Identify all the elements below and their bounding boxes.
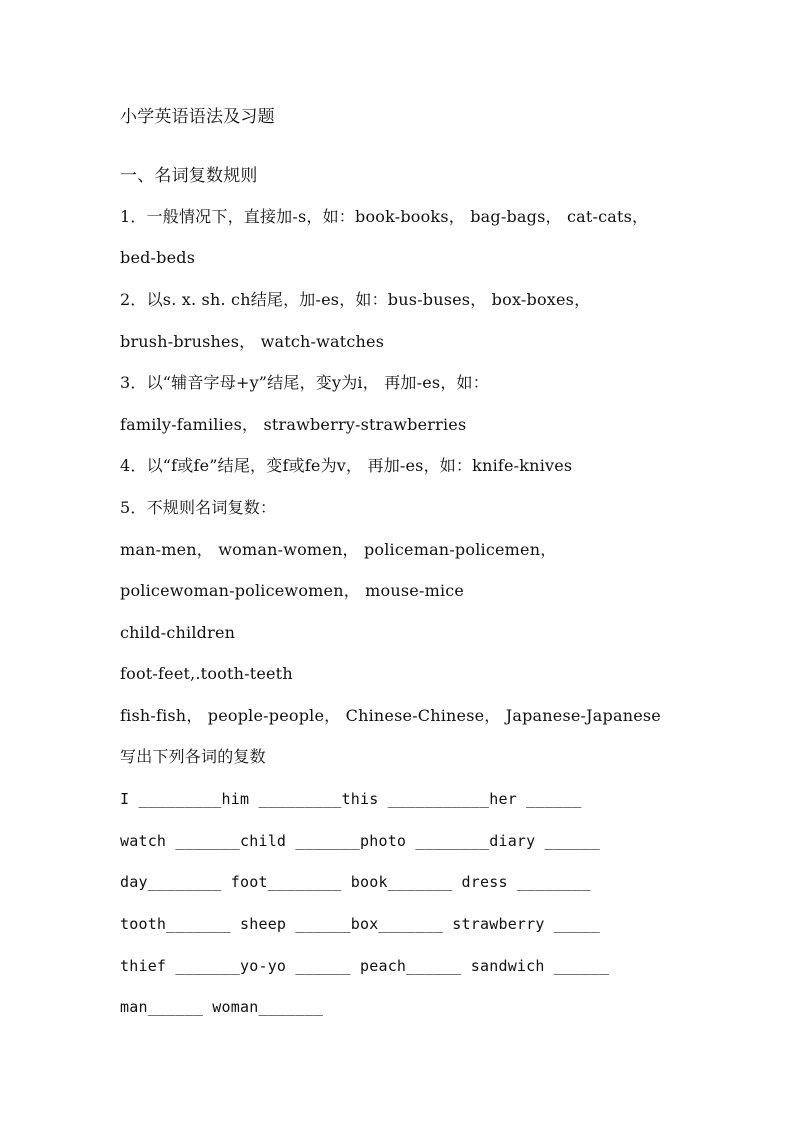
rule-line: child-children	[120, 623, 236, 642]
rule-line: 2．以s. x. sh. ch结尾，加-es，如：bus-buses， box-boxes，	[120, 290, 591, 309]
rule-line: family-families， strawberry-strawberries	[120, 415, 467, 434]
rule-line: bed-beds	[120, 248, 196, 267]
rule-line: brush-brushes， watch-watches	[120, 332, 385, 351]
exercise-line: watch _______child _______photo ________diary ______	[120, 832, 600, 850]
rule-line: fish-fish， people-people， Chinese-Chinese， Japanese-Japanese	[120, 706, 661, 725]
exercise-line: day________ foot________ book_______ dress ________	[120, 873, 591, 891]
rule-line: 5．不规则名词复数：	[120, 498, 277, 517]
exercise-line: I _________him _________this ___________her ______	[120, 790, 582, 808]
exercise-line: man______ woman_______	[120, 998, 324, 1016]
rule-line: foot-feet,.tooth-teeth	[120, 664, 293, 683]
rule-line: 4．以“f或fe”结尾，变f或fe为v， 再加-es，如：knife-knives	[120, 456, 573, 475]
rule-line: man-men， woman-women， policeman-policemen，	[120, 540, 557, 559]
rule-line: policewoman-policewomen， mouse-mice	[120, 581, 465, 600]
rule-line: 3．以“辅音字母+y”结尾，变y为i， 再加-es，如：	[120, 373, 489, 392]
exercise-heading: 写出下列各词的复数	[120, 747, 266, 766]
section-heading: 一、名词复数规则	[120, 166, 258, 186]
rule-line: 1．一般情况下，直接加-s，如：book-books， bag-bags， cat-cats，	[120, 207, 649, 226]
exercise-line: tooth_______ sheep ______box_______ strawberry _____	[120, 915, 600, 933]
document-title: 小学英语语法及习题	[120, 107, 275, 127]
exercise-line: thief _______yo-yo ______ peach______ sandwich ______	[120, 957, 610, 975]
